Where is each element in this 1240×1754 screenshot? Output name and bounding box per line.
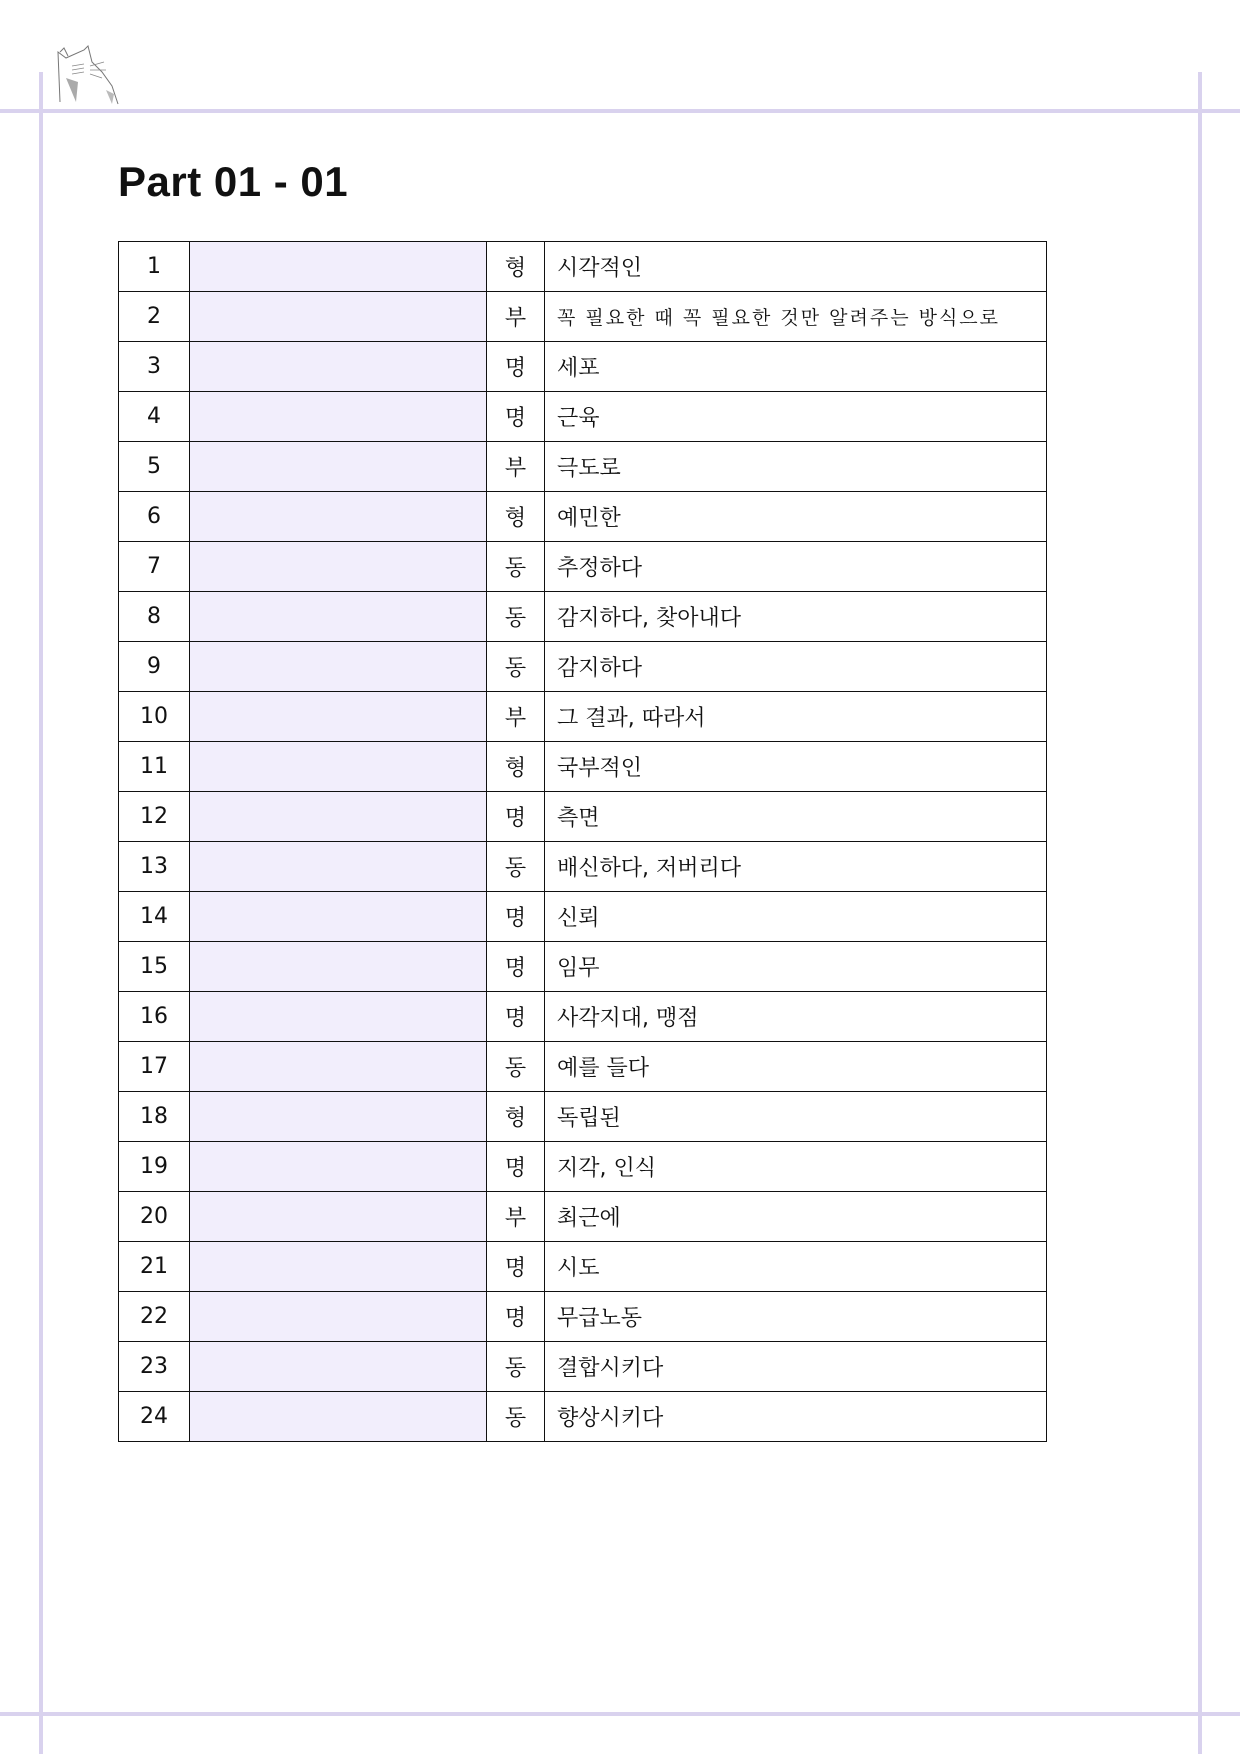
row-number: 2 — [119, 292, 190, 342]
answer-cell[interactable] — [190, 392, 487, 442]
meaning: 임무 — [545, 942, 1047, 992]
meaning: 신뢰 — [545, 892, 1047, 942]
table-row — [119, 992, 1047, 1042]
answer-cell[interactable] — [190, 1392, 487, 1442]
row-number: 16 — [119, 992, 190, 1042]
part-of-speech: 동 — [487, 1392, 545, 1442]
meaning: 그 결과, 따라서 — [545, 692, 1047, 742]
table-row — [119, 592, 1047, 642]
part-of-speech: 부 — [487, 292, 545, 342]
answer-cell[interactable] — [190, 742, 487, 792]
meaning: 무급노동 — [545, 1292, 1047, 1342]
part-of-speech: 명 — [487, 342, 545, 392]
row-number: 15 — [119, 942, 190, 992]
answer-cell[interactable] — [190, 942, 487, 992]
row-number: 22 — [119, 1292, 190, 1342]
answer-cell[interactable] — [190, 442, 487, 492]
part-of-speech: 동 — [487, 1342, 545, 1392]
table-row — [119, 392, 1047, 442]
table-row — [119, 1042, 1047, 1092]
part-of-speech: 명 — [487, 892, 545, 942]
table-row — [119, 1142, 1047, 1192]
answer-cell[interactable] — [190, 1242, 487, 1292]
answer-cell[interactable] — [190, 992, 487, 1042]
table-row — [119, 742, 1047, 792]
vocabulary-table — [118, 241, 1047, 1442]
table-row — [119, 292, 1047, 342]
part-of-speech: 명 — [487, 392, 545, 442]
bottom-border-line — [0, 1712, 1240, 1716]
right-border-line — [1198, 72, 1202, 1754]
meaning: 감지하다, 찾아내다 — [545, 592, 1047, 642]
part-of-speech: 명 — [487, 1142, 545, 1192]
row-number: 4 — [119, 392, 190, 442]
answer-cell[interactable] — [190, 1142, 487, 1192]
meaning: 독립된 — [545, 1092, 1047, 1142]
part-of-speech: 형 — [487, 492, 545, 542]
row-number: 14 — [119, 892, 190, 942]
part-of-speech: 형 — [487, 742, 545, 792]
top-border-line — [0, 109, 1240, 113]
meaning: 최근에 — [545, 1192, 1047, 1242]
part-of-speech: 동 — [487, 592, 545, 642]
table-row — [119, 1092, 1047, 1142]
row-number: 19 — [119, 1142, 190, 1192]
table-row — [119, 792, 1047, 842]
meaning: 결합시키다 — [545, 1342, 1047, 1392]
part-of-speech: 부 — [487, 692, 545, 742]
answer-cell[interactable] — [190, 342, 487, 392]
answer-cell[interactable] — [190, 1292, 487, 1342]
part-of-speech: 명 — [487, 992, 545, 1042]
cat-logo-icon — [56, 42, 128, 108]
row-number: 24 — [119, 1392, 190, 1442]
answer-cell[interactable] — [190, 242, 487, 292]
meaning: 배신하다, 저버리다 — [545, 842, 1047, 892]
row-number: 1 — [119, 242, 190, 292]
answer-cell[interactable] — [190, 292, 487, 342]
table-row — [119, 1392, 1047, 1442]
row-number: 6 — [119, 492, 190, 542]
row-number: 23 — [119, 1342, 190, 1392]
part-of-speech: 부 — [487, 442, 545, 492]
answer-cell[interactable] — [190, 1192, 487, 1242]
table-row — [119, 1242, 1047, 1292]
row-number: 21 — [119, 1242, 190, 1292]
part-of-speech: 부 — [487, 1192, 545, 1242]
row-number: 12 — [119, 792, 190, 842]
table-row — [119, 892, 1047, 942]
part-of-speech: 동 — [487, 542, 545, 592]
answer-cell[interactable] — [190, 542, 487, 592]
meaning: 시각적인 — [545, 242, 1047, 292]
meaning: 근육 — [545, 392, 1047, 442]
part-of-speech: 동 — [487, 1042, 545, 1092]
table-row — [119, 442, 1047, 492]
table-row — [119, 342, 1047, 392]
part-of-speech: 형 — [487, 242, 545, 292]
table-row — [119, 542, 1047, 592]
row-number: 3 — [119, 342, 190, 392]
answer-cell[interactable] — [190, 1342, 487, 1392]
row-number: 7 — [119, 542, 190, 592]
meaning: 감지하다 — [545, 642, 1047, 692]
table-row — [119, 1342, 1047, 1392]
table-row — [119, 942, 1047, 992]
meaning: 사각지대, 맹점 — [545, 992, 1047, 1042]
part-of-speech: 형 — [487, 1092, 545, 1142]
meaning: 지각, 인식 — [545, 1142, 1047, 1192]
answer-cell[interactable] — [190, 892, 487, 942]
left-border-line — [39, 72, 43, 1754]
part-of-speech: 동 — [487, 642, 545, 692]
row-number: 5 — [119, 442, 190, 492]
table-row — [119, 242, 1047, 292]
row-number: 18 — [119, 1092, 190, 1142]
answer-cell[interactable] — [190, 1092, 487, 1142]
meaning: 측면 — [545, 792, 1047, 842]
row-number: 13 — [119, 842, 190, 892]
meaning: 시도 — [545, 1242, 1047, 1292]
meaning: 세포 — [545, 342, 1047, 392]
meaning: 향상시키다 — [545, 1392, 1047, 1442]
part-of-speech: 명 — [487, 942, 545, 992]
page-title: Part 01 - 01 — [118, 158, 349, 205]
row-number: 20 — [119, 1192, 190, 1242]
meaning: 예민한 — [545, 492, 1047, 542]
row-number: 17 — [119, 1042, 190, 1092]
row-number: 10 — [119, 692, 190, 742]
answer-cell[interactable] — [190, 1042, 487, 1092]
row-number: 8 — [119, 592, 190, 642]
meaning: 꼭 필요한 때 꼭 필요한 것만 알려주는 방식으로 — [545, 292, 1047, 342]
row-number: 11 — [119, 742, 190, 792]
meaning: 예를 들다 — [545, 1042, 1047, 1092]
part-of-speech: 동 — [487, 842, 545, 892]
table-row — [119, 1192, 1047, 1242]
table-row — [119, 692, 1047, 742]
table-row — [119, 492, 1047, 542]
meaning: 국부적인 — [545, 742, 1047, 792]
table-row — [119, 642, 1047, 692]
part-of-speech: 명 — [487, 1242, 545, 1292]
answer-cell[interactable] — [190, 792, 487, 842]
answer-cell[interactable] — [190, 492, 487, 542]
answer-cell[interactable] — [190, 842, 487, 892]
meaning: 극도로 — [545, 442, 1047, 492]
table-row — [119, 1292, 1047, 1342]
meaning: 추정하다 — [545, 542, 1047, 592]
answer-cell[interactable] — [190, 592, 487, 642]
row-number: 9 — [119, 642, 190, 692]
part-of-speech: 명 — [487, 792, 545, 842]
answer-cell[interactable] — [190, 692, 487, 742]
part-of-speech: 명 — [487, 1292, 545, 1342]
table-row — [119, 842, 1047, 892]
answer-cell[interactable] — [190, 642, 487, 692]
